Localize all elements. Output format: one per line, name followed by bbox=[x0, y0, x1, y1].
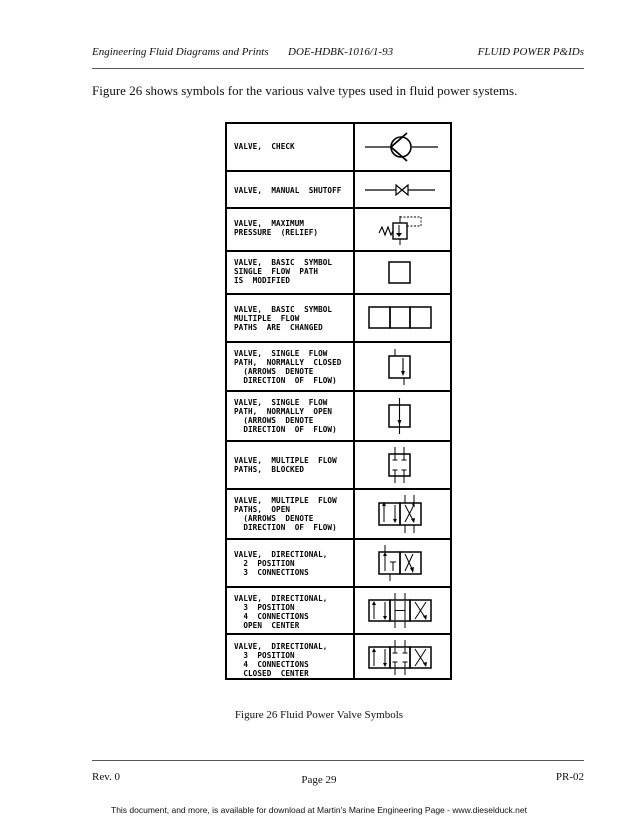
figure-caption: Figure 26 Fluid Power Valve Symbols bbox=[234, 709, 404, 721]
table-row bbox=[227, 293, 450, 341]
download-note: This document, and more, is available for download at Martin's Marine Engineering Page - www.dieselduck.net bbox=[111, 805, 527, 815]
table-row bbox=[227, 124, 450, 170]
row-label: VALVE, BASIC SYMBOL SINGLE FLOW PATH IS MODIFIED bbox=[234, 258, 333, 285]
table-row bbox=[227, 538, 450, 586]
table-row bbox=[227, 341, 450, 390]
header-left: Engineering Fluid Diagrams and Prints bbox=[92, 46, 269, 58]
valve-symbol-table bbox=[225, 122, 452, 680]
table-row bbox=[227, 440, 450, 488]
row-label: VALVE, MULTIPLE FLOW PATHS, BLOCKED bbox=[234, 456, 337, 474]
table-row bbox=[227, 170, 450, 207]
row-label: VALVE, BASIC SYMBOL MULTIPLE FLOW PATHS ARE CHANGED bbox=[234, 305, 333, 332]
table-row bbox=[227, 633, 450, 678]
directional-2-position-symbol bbox=[355, 540, 450, 586]
header-center: DOE-HDBK-1016/1-93 bbox=[288, 46, 394, 58]
header-right: FLUID POWER P&IDs bbox=[477, 46, 584, 58]
directional-3-position-closed-center-symbol bbox=[355, 635, 450, 680]
header-rule bbox=[92, 68, 584, 69]
table-row bbox=[227, 250, 450, 293]
row-label: VALVE, DIRECTIONAL, 3 POSITION 4 CONNECTIONS OPEN CENTER bbox=[234, 594, 328, 630]
row-label: VALVE, SINGLE FLOW PATH, NORMALLY CLOSED (ARROWS DENOTE DIRECTION OF FLOW) bbox=[234, 349, 342, 385]
footer-rule bbox=[92, 760, 584, 761]
footer-page-number: Page 29 bbox=[301, 774, 337, 786]
multiple-path-blocked-symbol bbox=[355, 442, 450, 488]
single-path-normally-open-symbol bbox=[355, 392, 450, 440]
table-row bbox=[227, 207, 450, 250]
manual-shutoff-valve-symbol bbox=[355, 172, 450, 207]
check-valve-symbol bbox=[355, 124, 450, 170]
footer-module: PR-02 bbox=[555, 771, 584, 783]
multiple-path-open-symbol bbox=[355, 490, 450, 538]
footer-revision: Rev. 0 bbox=[92, 771, 121, 783]
row-label: VALVE, MULTIPLE FLOW PATHS, OPEN (ARROWS DENOTE DIRECTION OF FLOW) bbox=[234, 496, 337, 532]
basic-multiple-path-symbol bbox=[355, 295, 450, 341]
intro-paragraph: Figure 26 shows symbols for the various valve types used in fluid power systems. bbox=[92, 83, 518, 98]
row-label: VALVE, MAXIMUM PRESSURE (RELIEF) bbox=[234, 219, 319, 237]
row-label: VALVE, MANUAL SHUTOFF bbox=[234, 186, 342, 195]
row-label: VALVE, SINGLE FLOW PATH, NORMALLY OPEN (ARROWS DENOTE DIRECTION OF FLOW) bbox=[234, 398, 337, 434]
directional-3-position-open-center-symbol bbox=[355, 588, 450, 633]
basic-single-path-symbol bbox=[355, 252, 450, 293]
row-label: VALVE, DIRECTIONAL, 2 POSITION 3 CONNECTIONS bbox=[234, 550, 328, 577]
row-label: VALVE, DIRECTIONAL, 3 POSITION 4 CONNECTIONS CLOSED CENTER bbox=[234, 642, 328, 678]
row-label: VALVE, CHECK bbox=[234, 142, 295, 151]
table-row bbox=[227, 488, 450, 538]
single-path-normally-closed-symbol bbox=[355, 343, 450, 390]
relief-valve-symbol bbox=[355, 209, 450, 250]
table-row bbox=[227, 586, 450, 633]
table-row bbox=[227, 390, 450, 440]
